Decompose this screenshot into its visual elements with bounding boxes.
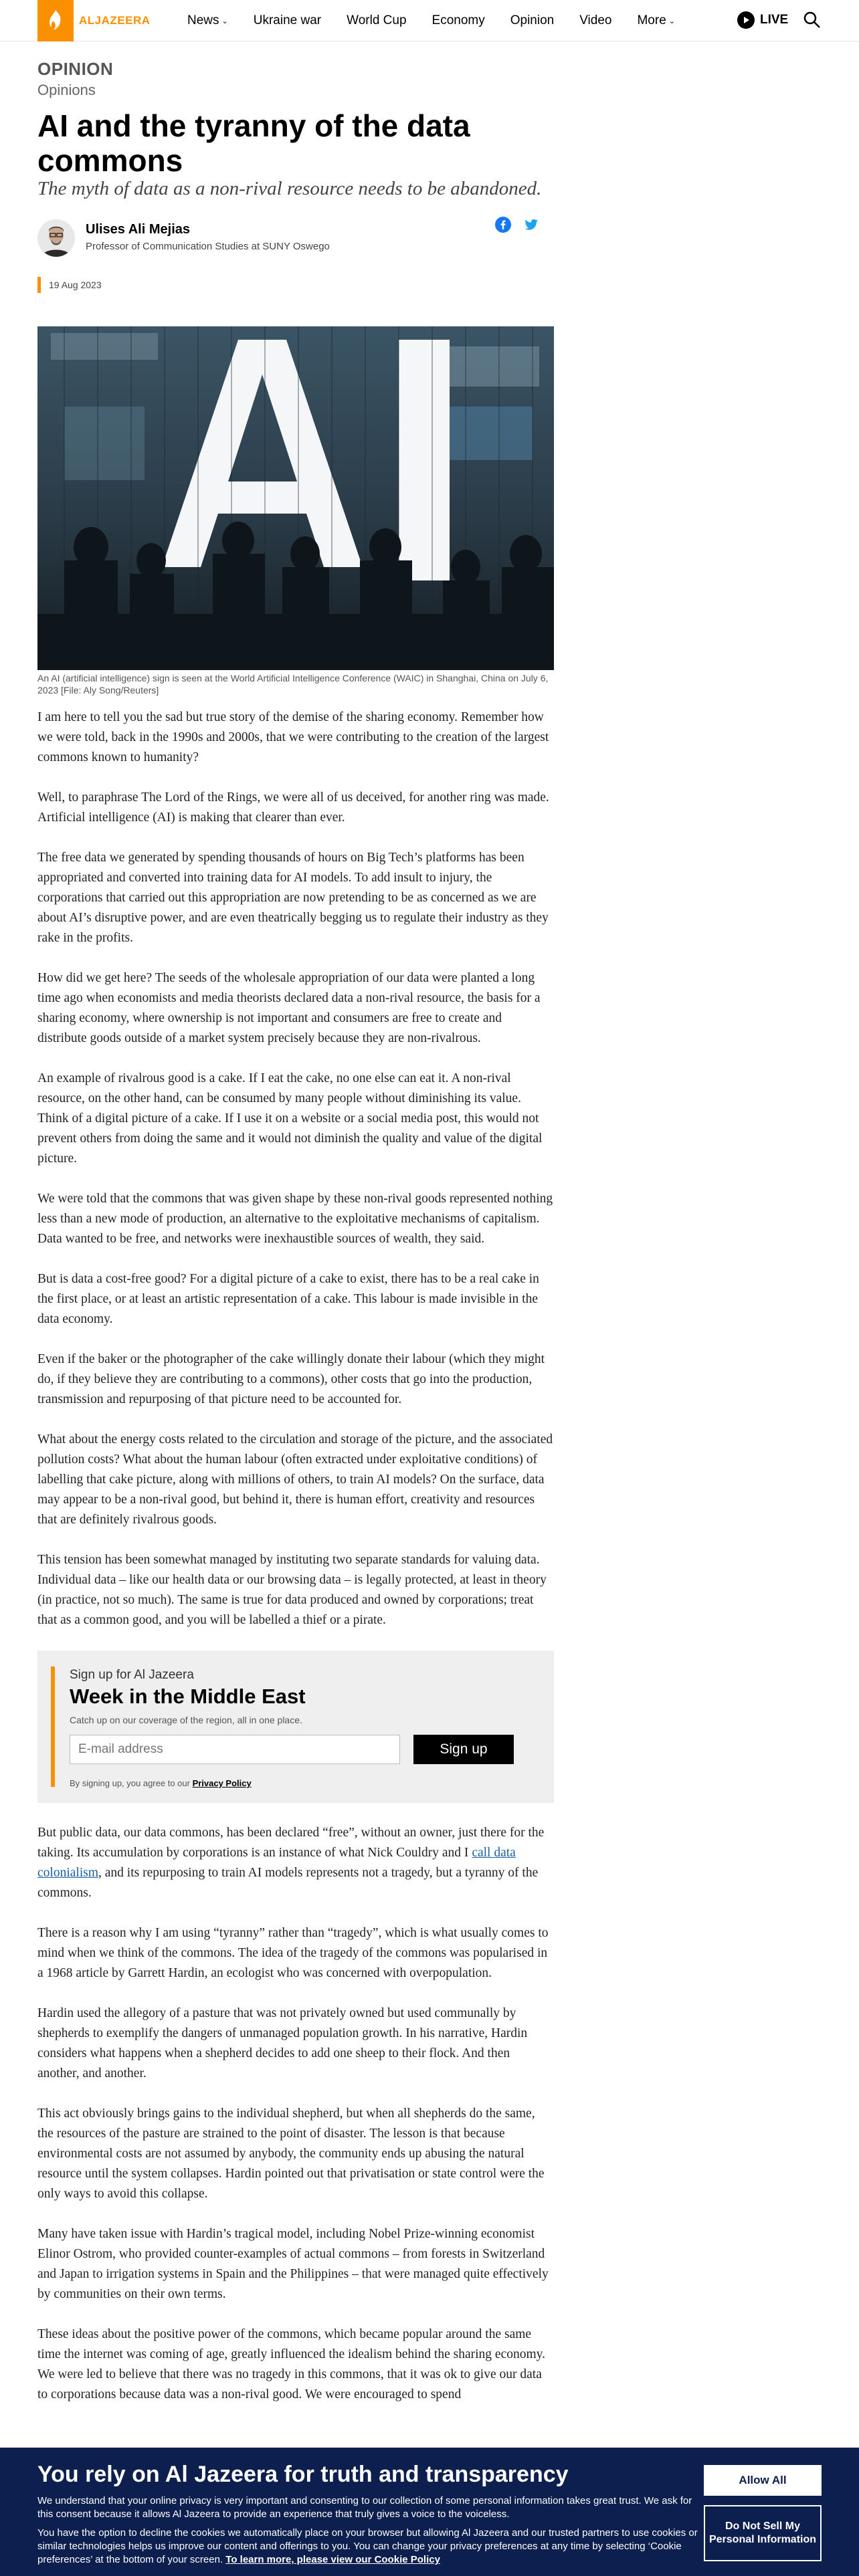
cookie-title: You rely on Al Jazeera for truth and transparency: [37, 2462, 569, 2487]
aljazeera-logo[interactable]: [37, 0, 151, 41]
newsletter-form: [70, 1735, 533, 1764]
paragraph: This act obviously brings gains to the individual shepherd, but when all shepherds do the same, the resources of the pasture are strained to the point of disaster. The lesson is that because environmental costs are not assumed by anybody, the community ends up abusing the natural resource until the system collapses. Hardin pointed out that privatisation or state control were the only ways to avoid this collapse.: [37, 2107, 545, 2201]
twitter-icon[interactable]: [523, 217, 539, 236]
email-field[interactable]: [70, 1735, 400, 1764]
nav-item-world-cup[interactable]: [347, 13, 406, 28]
paragraph: There is a reason why I am using “tyranny” rather than “tragedy”, which is what usually comes to mind when we think of the commons. The idea of the tragedy of the commons was popularised in a 1968 article by Garrett Hardin, an ecologist who was concerned with overpopulation.: [37, 1926, 549, 1980]
privacy-policy-link[interactable]: Privacy Policy: [192, 1778, 252, 1788]
cookie-policy-link[interactable]: To learn more, please view our Cookie Policy: [225, 2554, 440, 2565]
paragraph: But is data a cost-free good? For a digital picture of a cake to exist, there has to be a real cake in the first place, or at least an artistic representation of a cake. This labour is made invisible in the data economy.: [37, 1272, 539, 1326]
accent-bar: [51, 1667, 55, 1787]
data-colonialism-link[interactable]: call data colonialism: [37, 1846, 516, 1880]
paragraph-text: , and its repurposing to train AI models represents not a tragedy, but a tyranny of the commons.: [37, 1866, 539, 1900]
nav-label: Opinion: [510, 13, 555, 27]
search-icon[interactable]: [801, 9, 823, 31]
paragraph: Many have taken issue with Hardin’s tragical model, including Nobel Prize-winning economist Elinor Ostrom, who provided counter-examples of actual commons – from forests in Switzerland and Japan to irrigation systems in Spain and the Philippines – that were managed quite effectively by communities on their own terms.: [37, 2227, 549, 2301]
site-header: [0, 0, 859, 41]
nav-label: World Cup: [347, 13, 407, 27]
nav-label: Video: [579, 13, 612, 27]
newsletter-label: Sign up for Al Jazeera: [70, 1668, 194, 1682]
nav-label: News: [187, 13, 219, 27]
live-button[interactable]: [737, 11, 788, 29]
paragraph: These ideas about the positive power of the commons, which became popular around the same time the internet was coming of age, greatly influenced the idealism behind the sharing economy. We were led to believe that there was no tragedy in this commons, that it was ok to give our data to corporations because data was a non-rival good. We were encouraged to spend: [37, 2327, 545, 2401]
section-kicker[interactable]: OPINION: [37, 59, 114, 79]
section-subkicker[interactable]: Opinions: [37, 82, 96, 98]
nav-label: Economy: [432, 13, 485, 27]
newsletter-title: Week in the Middle East: [70, 1685, 306, 1708]
do-not-sell-button[interactable]: Do Not Sell My Personal Information: [704, 2505, 822, 2561]
chevron-down-icon: ⌄: [221, 17, 228, 25]
logo-mark-icon: [37, 0, 74, 41]
paragraph: We were told that the commons that was given shape by these non-rival goods represented nothing less than a new mode of production, an alternative to the exploitative mechanisms of capitalism. Data wanted to be free, and networks were inexhaustible sources of wealth, they said.: [37, 1192, 553, 1246]
share-buttons: [495, 217, 539, 236]
author-role: Professor of Communication Studies at SUNY Oswego: [86, 241, 330, 252]
article-subtitle: The myth of data as a non-rival resource needs to be abandoned.: [37, 178, 542, 199]
paragraph: Well, to paraphrase The Lord of the Rings, we were all of us deceived, for another ring was made. Artificial intelligence (AI) is making that clearer than ever.: [37, 790, 549, 825]
nav-item-ukraine-war[interactable]: [254, 13, 321, 28]
hero-image: [37, 326, 554, 670]
paragraph: An example of rivalrous good is a cake. If I eat the cake, no one else can eat it. A non-rival resource, on the other hand, can be consumed by many people without diminishing its value. Think of a digital picture of a cake. If I use it on a website or a social media post, this would not prevent others from doing the same and it would not diminish the quality and value of the digital picture.: [37, 1071, 543, 1166]
paragraph: Even if the baker or the photographer of the cake willingly donate their labour (which they might do, if they believe they are contributing to a commons), other costs that go into the production, transmission and repurposing of that picture need to be accounted for.: [37, 1352, 545, 1406]
facebook-icon[interactable]: [495, 217, 511, 236]
cookie-text-body: You have the option to decline the cookies we automatically place on your browser but allowing Al Jazeera and our trusted partners to use cookies or similar technologies helps us improve our content and offerings to you. You can change your privacy preferences at any time by selecting ‘Cookie preferences’ at the bottom of your screen.: [37, 2527, 698, 2565]
nav-item-news[interactable]: [187, 13, 228, 28]
cookie-text: [37, 2527, 700, 2567]
paragraph: Hardin used the allegory of a pasture that was not privately owned but used communally by shepherds to exemplify the dangers of unmanaged population growth. In his narrative, Hardin considers what happens when a shepherd decides to add one sheep to their flock. And then another, and another.: [37, 2006, 528, 2080]
newsletter-description: Catch up on our coverage of the region, all in one place.: [70, 1715, 302, 1725]
cookie-banner: [0, 2448, 859, 2576]
article-body: [37, 708, 554, 2425]
author-avatar[interactable]: [37, 219, 75, 257]
nav-item-opinion[interactable]: [510, 13, 555, 28]
cookie-text: We understand that your online privacy is very important and consenting to our collection of some personal information takes great trust. We ask for this consent because it allows Al Jazeera to provide an experience that truly gives a voice to the voiceless.: [37, 2495, 692, 2520]
nav-item-video[interactable]: [579, 13, 611, 28]
nav-item-economy[interactable]: [432, 13, 485, 28]
logo-text: ALJAZEERA: [79, 14, 151, 27]
nav-item-more[interactable]: [637, 13, 675, 28]
nav-label: Ukraine war: [253, 13, 322, 27]
nav-label: More: [637, 13, 666, 27]
play-icon: [737, 11, 755, 29]
live-label: LIVE: [760, 13, 789, 27]
paragraph: The free data we generated by spending thousands of hours on Big Tech’s platforms has been appropriated and converted into training data for AI models. To add insult to injury, the corporations that carried out this appropriation are now pretending to be as concerned as we are about AI’s disruptive power, and are even theatrically begging us to regulate their industry as they rake in the profits.: [37, 851, 549, 945]
publish-date: 19 Aug 2023: [37, 277, 102, 293]
paragraph-text: But public data, our data commons, has been declared “free”, without an owner, just there for the taking. Its accumulation by corporations is an instance of what Nick Couldry and I: [37, 1826, 545, 1860]
article-title: AI and the tyranny of the data commons: [37, 108, 470, 178]
paragraph: This tension has been somewhat managed by instituting two separate standards for valuing data. Individual data – like our health data or our browsing data – is legally protected, at least in theory (in practice, not so much). The same is true for data produced and owned by corporations; treat that as a common good, and you will be labelled a thief or a pirate.: [37, 1553, 547, 1627]
paragraph: How did we get here? The seeds of the wholesale appropriation of our data were planted a long time ago when economists and media theorists declared data a non-rival resource, the basis for a sharing economy, where ownership is not important and consumers are free to create and distribute goods outside of a market system precisely because they are non-rivalrous.: [37, 971, 541, 1045]
paragraph: [37, 1823, 554, 1903]
author-name[interactable]: Ulises Ali Mejias: [86, 222, 190, 237]
legal-text: By signing up, you agree to our: [70, 1778, 193, 1788]
newsletter-signup: [37, 1650, 554, 1803]
paragraph: I am here to tell you the sad but true story of the demise of the sharing economy. Remember how we were told, back in the 1990s and 2000s, that we were contributing to the creation of the largest commons known to humanity?: [37, 710, 549, 764]
chevron-down-icon: ⌄: [668, 17, 675, 25]
signup-button[interactable]: Sign up: [413, 1735, 514, 1764]
paragraph: What about the energy costs related to the circulation and storage of the picture, and the associated pollution costs? What about the human labour (often extracted under exploitative conditions) of labelling that cake picture, along with millions of others, to train AI models? On the surface, data may appear to be a non-rival good, but behind it, there is human effort, creativity and resources that are definitely rivalrous goods.: [37, 1432, 553, 1527]
allow-all-button[interactable]: Allow All: [704, 2465, 822, 2496]
image-caption: An AI (artificial intelligence) sign is seen at the World Artificial Intelligence Conference (WAIC) in Shanghai, China on July 6, 2023 [File: Aly Song/Reuters]: [37, 673, 549, 695]
main-nav: [187, 0, 675, 41]
newsletter-legal: [70, 1778, 533, 1790]
